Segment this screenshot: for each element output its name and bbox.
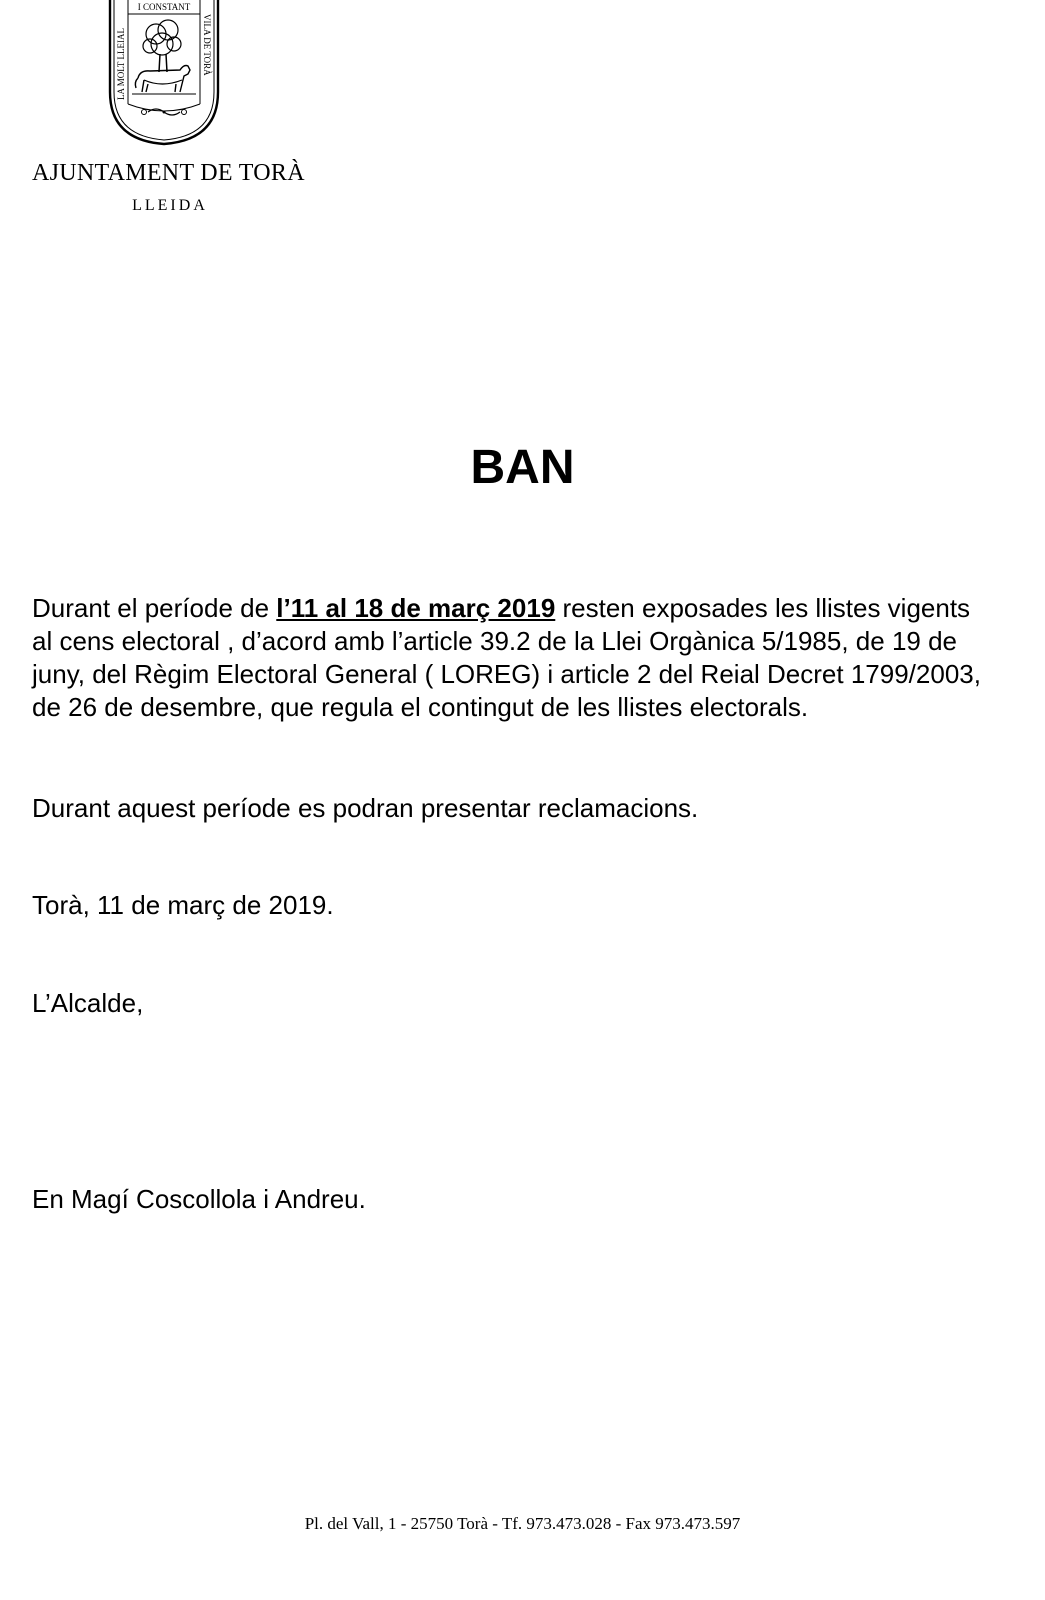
crest-banner-right: VILA DE TORÀ (202, 14, 212, 76)
signer-name: En Magí Coscollola i Andreu. (32, 1184, 366, 1214)
footer-address: Pl. del Vall, 1 - 25750 Torà - Tf. 973.473.028 - Fax 973.473.597 (304, 1514, 741, 1533)
date-line: Torà, 11 de març de 2019. (32, 890, 334, 920)
organization-name: AJUNTAMENT DE TORÀ (32, 160, 305, 186)
signer-title: L’Alcalde, (32, 988, 144, 1018)
claims-paragraph: Durant aquest període es podran presentar reclamacions. (32, 793, 699, 823)
document-title: BAN (470, 441, 575, 494)
municipal-crest (104, 0, 224, 146)
paragraph-rest: resten exposades les llistes vigents al cens electoral , d’acord amb l’article 39.2 de la Llei Orgànica 5/1985, de 19 de juny, del Règim Electoral General ( LOREG) i article 2 del Reial Decret 1799/2003, de 26 de desembre, que regula el contingut de les llistes electorals. (32, 593, 981, 722)
paragraph-intro: Durant el període de (32, 593, 277, 623)
crest-banner-left: LA MOLT LLEIAL (116, 28, 126, 100)
bull-icon (135, 66, 190, 93)
announcement-paragraph (32, 592, 992, 724)
organization-city: LLEIDA (132, 197, 208, 214)
tree-icon (143, 20, 181, 72)
period-dates: l’11 al 18 de març 2019 (276, 593, 556, 623)
crest-banner-top: I CONSTANT (137, 2, 191, 12)
